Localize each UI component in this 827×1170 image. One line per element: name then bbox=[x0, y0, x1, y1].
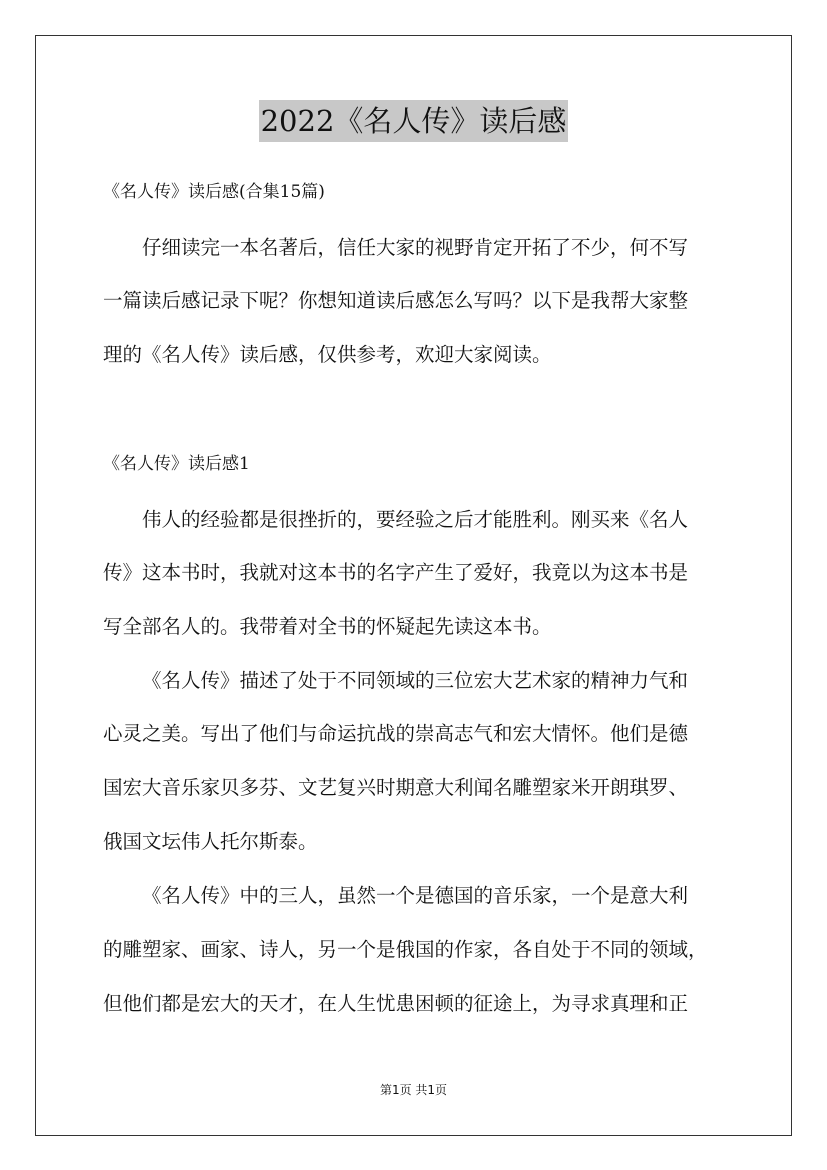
paragraph-line: 心灵之美。写出了他们与命运抗战的崇高志气和宏大情怀。他们是德 bbox=[103, 722, 689, 745]
paragraph-line: 《名人传》描述了处于不同领域的三位宏大艺术家的精神力气和 bbox=[142, 669, 689, 692]
paragraph-line: 的雕塑家、画家、诗人，另一个是俄国的作家，各自处于不同的领域， bbox=[103, 938, 708, 961]
document-title: 2022《名人传》读后感 bbox=[259, 100, 569, 142]
paragraph-line: 写全部名人的。我带着对全书的怀疑起先读这本书。 bbox=[103, 615, 552, 638]
intro-line: 一篇读后感记录下呢？你想知道读后感怎么写吗？以下是我帮大家整 bbox=[103, 289, 689, 312]
paragraph-line: 国宏大音乐家贝多芬、文艺复兴时期意大利闻名雕塑家米开朗琪罗、 bbox=[103, 776, 689, 799]
paragraph-line: 《名人传》中的三人，虽然一个是德国的音乐家，一个是意大利 bbox=[142, 884, 689, 907]
intro-line: 理的《名人传》读后感，仅供参考，欢迎大家阅读。 bbox=[103, 343, 552, 366]
paragraph-line: 伟人的经验都是很挫折的，要经验之后才能胜利。刚买来《名人 bbox=[142, 508, 689, 531]
paragraph-line: 传》这本书时，我就对这本书的名字产生了爱好，我竟以为这本书是 bbox=[103, 561, 689, 584]
paragraph-line: 但他们都是宏大的天才，在人生忧患困顿的征途上，为寻求真理和正 bbox=[103, 992, 689, 1015]
paragraph-line: 俄国文坛伟人托尔斯泰。 bbox=[103, 830, 318, 853]
title-container bbox=[0, 100, 827, 142]
page-footer: 第1页 共1页 bbox=[379, 1083, 448, 1097]
document-subtitle: 《名人传》读后感(合集15篇) bbox=[103, 182, 325, 202]
section-heading: 《名人传》读后感1 bbox=[103, 454, 250, 474]
intro-line: 仔细读完一本名著后，信任大家的视野肯定开拓了不少，何不写 bbox=[142, 236, 689, 259]
